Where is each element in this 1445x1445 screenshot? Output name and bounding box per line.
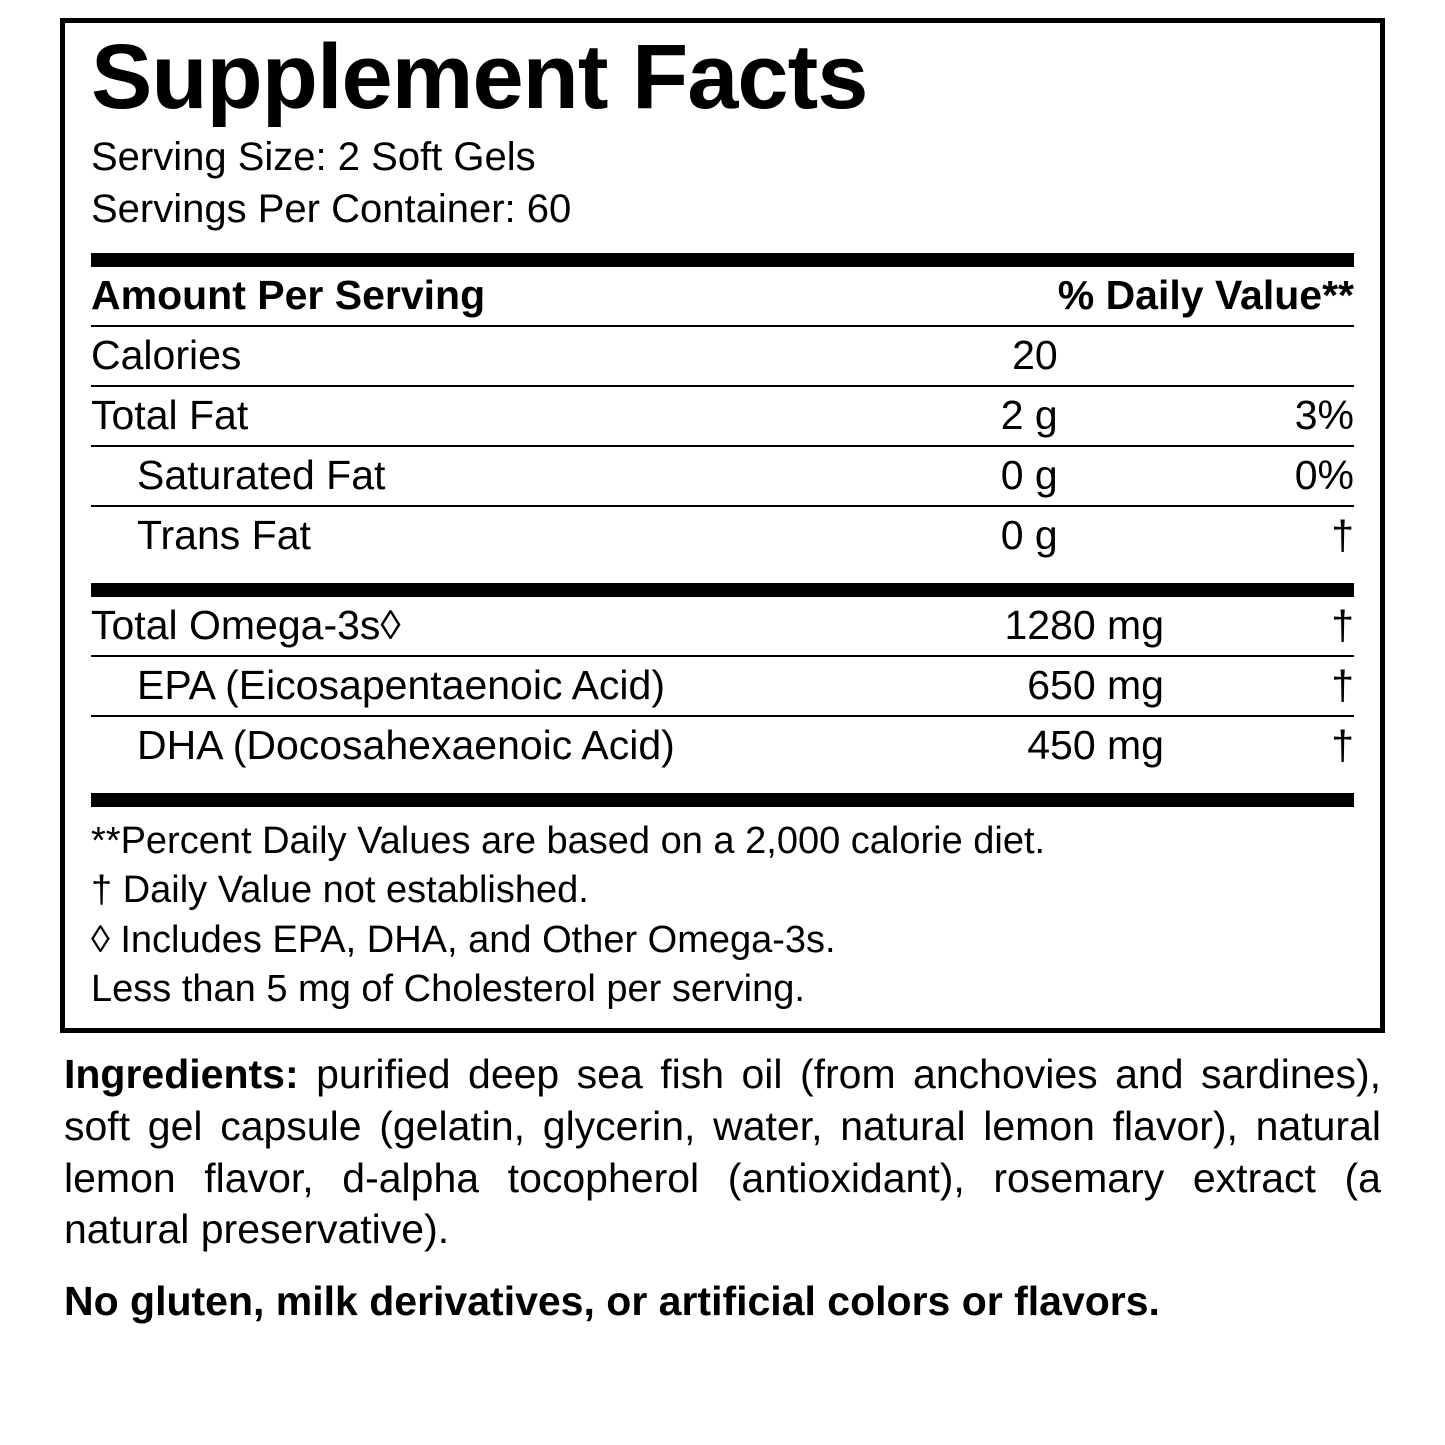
ingredients-label: Ingredients: — [64, 1051, 299, 1098]
row-amount: 650 mg — [864, 656, 1164, 716]
page-title: Supplement Facts — [91, 26, 868, 128]
row-dv: † — [1164, 656, 1354, 716]
table-header-row — [91, 267, 1354, 326]
divider-thick-middle — [91, 583, 1354, 597]
footnotes — [91, 817, 1354, 1015]
supplement-facts-panel — [60, 18, 1385, 1033]
row-amount: 20 — [758, 326, 1058, 386]
table-row — [91, 656, 1354, 716]
row-label: Total Omega-3s◊ — [91, 597, 864, 656]
table-row — [91, 597, 1354, 656]
row-amount: 2 g — [758, 386, 1058, 446]
allergen-claim: No gluten, milk derivatives, or artificial colors or flavors. — [64, 1278, 1160, 1325]
table-row — [91, 506, 1354, 565]
row-label: DHA (Docosahexaenoic Acid) — [137, 721, 675, 768]
serving-size: Serving Size: 2 Soft Gels — [91, 134, 536, 179]
row-amount: 0 g — [758, 446, 1058, 506]
footnote-dagger: † Daily Value not established. — [91, 869, 589, 912]
footnote-lozenge: ◊ Includes EPA, DHA, and Other Omega-3s. — [91, 918, 836, 961]
ingredients-text: purified deep sea fish oil (from anchovies and sardines), soft gel capsule (gelatin, glycerin, water, natural lemon flavor), natural lemon flavor, d-alpha tocopherol (antioxidant), rosemary extract (a natural preservative). — [64, 1051, 1381, 1253]
row-label: EPA (Eicosapentaenoic Acid) — [91, 656, 864, 716]
divider-thick-bottom — [91, 793, 1354, 807]
row-dv: † — [1164, 597, 1354, 656]
row-dv — [1058, 326, 1354, 386]
footnote-daily-values: **Percent Daily Values are based on a 2,000 calorie diet. — [91, 819, 1046, 862]
row-label: Trans Fat — [137, 511, 311, 558]
row-dv: † — [1331, 511, 1354, 558]
footnote-cholesterol: Less than 5 mg of Cholesterol per serving. — [91, 968, 805, 1010]
omega-table — [91, 597, 1354, 775]
divider-thick-top — [91, 253, 1354, 267]
row-amount: 1280 mg — [864, 597, 1164, 656]
row-dv: 3% — [1058, 386, 1354, 446]
servings-per-container: Servings Per Container: 60 — [91, 186, 572, 231]
row-amount: 0 g — [1000, 511, 1058, 558]
row-label: Total Fat — [91, 386, 758, 446]
header-daily-value: % Daily Value** — [1058, 267, 1354, 326]
row-label: Calories — [91, 326, 758, 386]
header-amount-per-serving: Amount Per Serving — [91, 267, 758, 326]
table-row — [91, 716, 1354, 775]
row-dv: 0% — [1058, 446, 1354, 506]
table-row — [91, 446, 1354, 506]
table-row — [91, 386, 1354, 446]
table-row — [91, 326, 1354, 386]
row-label: Saturated Fat — [91, 446, 758, 506]
row-amount: 450 mg — [1027, 721, 1164, 768]
ingredients-paragraph — [64, 1049, 1381, 1256]
nutrition-table — [91, 267, 1354, 565]
row-dv: † — [1331, 721, 1354, 768]
